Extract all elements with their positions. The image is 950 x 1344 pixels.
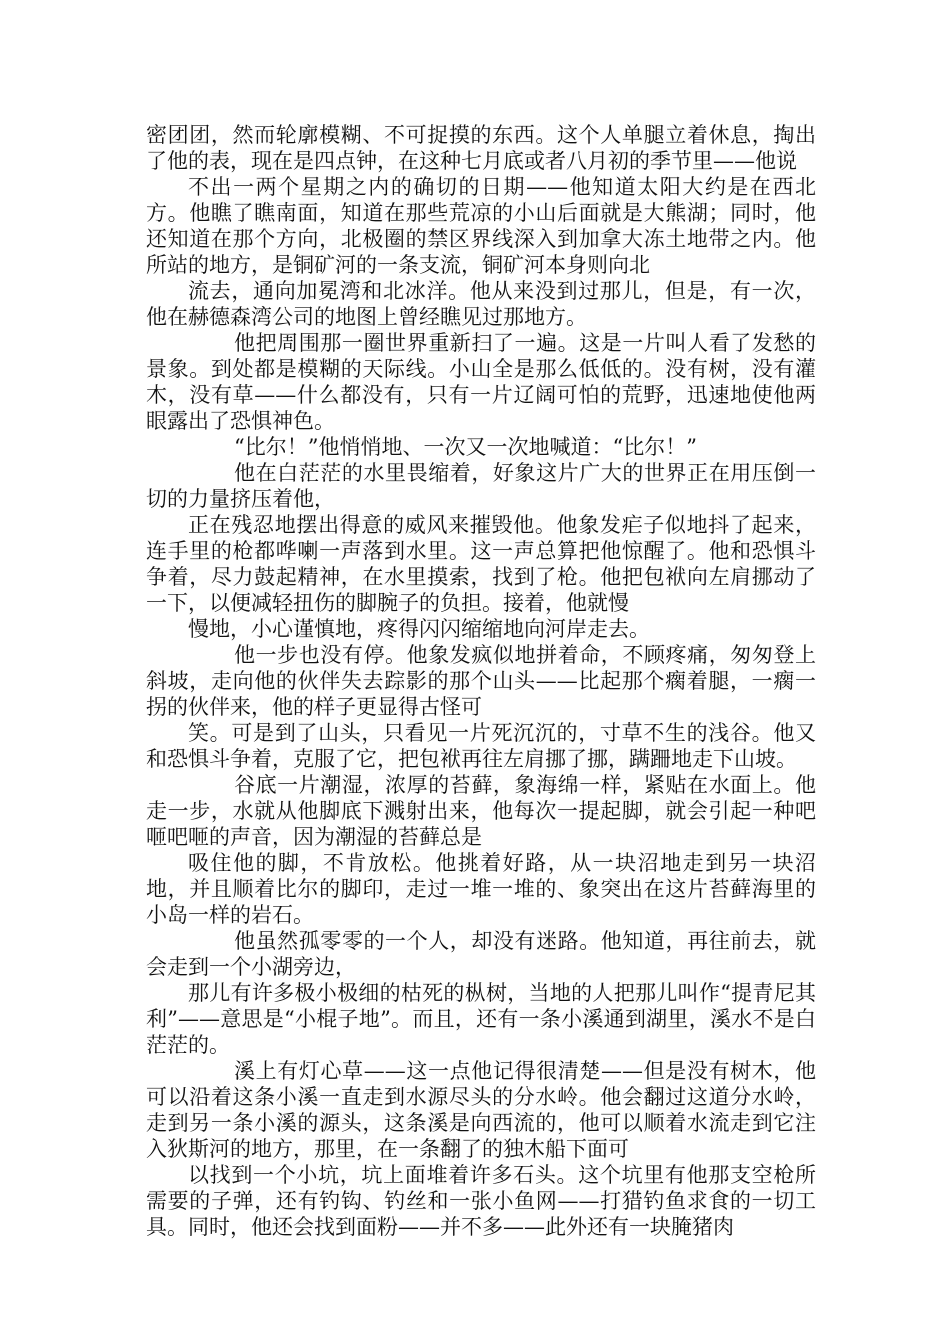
paragraph: 慢地，小心谨慎地，疼得闪闪缩缩地向河岸走去。 bbox=[188, 617, 650, 641]
paragraph: 以找到一个小坑，坑上面堆着许多石头。这个坑里有他那支空枪所需要的子弹，还有钓钩、钓丝和一张小鱼网——打猎钓鱼求食的一切工具。同时，他还会找到面粉——并不多——此外还有一块腌猪肉 bbox=[146, 1163, 816, 1239]
paragraph: 密团团，然而轮廓模糊、不可捉摸的东西。这个人单腿立着休息，掏出了他的表，现在是四点钟，在这种七月底或者八月初的季节里——他说 bbox=[146, 123, 816, 173]
paragraph: 正在残忍地摆出得意的威风来摧毁他。他象发疟子似地抖了起来，连手里的枪都哗喇一声落到水里。这一声总算把他惊醒了。他和恐惧斗争着，尽力鼓起精神，在水里摸索，找到了枪。他把包袱向左肩挪动了一下，以便减轻扭伤的脚腕子的负担。接着，他就慢 bbox=[146, 513, 816, 615]
document-body bbox=[146, 122, 816, 1240]
paragraph: 他把周围那一圈世界重新扫了一遍。这是一片叫人看了发愁的景象。到处都是模糊的天际线。小山全是那么低低的。没有树，没有灌木，没有草——什么都没有，只有一片辽阔可怕的荒野，迅速地使他两眼露出了恐惧神色。 bbox=[146, 331, 816, 433]
paragraph: 他在白茫茫的水里畏缩着，好象这片广大的世界正在用压倒一切的力量挤压着他， bbox=[146, 461, 816, 511]
paragraph: 流去，通向加冕湾和北冰洋。他从来没到过那儿，但是，有一次，他在赫德森湾公司的地图上曾经瞧见过那地方。 bbox=[146, 279, 816, 329]
paragraph: “比尔！”他悄悄地、一次又一次地喊道：“比尔！” bbox=[234, 435, 697, 459]
paragraph: 他一步也没有停。他象发疯似地拼着命，不顾疼痛，匆匆登上斜坡，走向他的伙伴失去踪影的那个山头——比起那个瘸着腿，一瘸一拐的伙伴来，他的样子更显得古怪可 bbox=[146, 643, 816, 719]
paragraph: 他虽然孤零零的一个人，却没有迷路。他知道，再往前去，就会走到一个小湖旁边， bbox=[146, 929, 816, 979]
paragraph: 溪上有灯心草——这一点他记得很清楚——但是没有树木，他可以沿着这条小溪一直走到水源尽头的分水岭。他会翻过这道分水岭，走到另一条小溪的源头，这条溪是向西流的，他可以顺着水流走到它注入狄斯河的地方，那里，在一条翻了的独木船下面可 bbox=[146, 1059, 816, 1161]
paragraph: 吸住他的脚，不肯放松。他挑着好路，从一块沼地走到另一块沼地，并且顺着比尔的脚印，走过一堆一堆的、象突出在这片苔藓海里的小岛一样的岩石。 bbox=[146, 851, 816, 927]
paragraph: 谷底一片潮湿，浓厚的苔藓，象海绵一样，紧贴在水面上。他走一步，水就从他脚底下溅射出来，他每次一提起脚，就会引起一种吧咂吧咂的声音，因为潮湿的苔藓总是 bbox=[146, 773, 816, 849]
paragraph: 不出一两个星期之内的确切的日期——他知道太阳大约是在西北方。他瞧了瞧南面，知道在那些荒凉的小山后面就是大熊湖；同时，他还知道在那个方向，北极圈的禁区界线深入到加拿大冻土地带之内。他所站的地方，是铜矿河的一条支流，铜矿河本身则向北 bbox=[146, 175, 816, 277]
paragraph: 笑。可是到了山头，只看见一片死沉沉的，寸草不生的浅谷。他又和恐惧斗争着，克服了它，把包袱再往左肩挪了挪，蹒跚地走下山坡。 bbox=[146, 721, 816, 771]
paragraph: 那儿有许多极小极细的枯死的枞树，当地的人把那儿叫作“提青尼其利”——意思是“小棍子地”。而且，还有一条小溪通到湖里，溪水不是白茫茫的。 bbox=[146, 981, 816, 1057]
